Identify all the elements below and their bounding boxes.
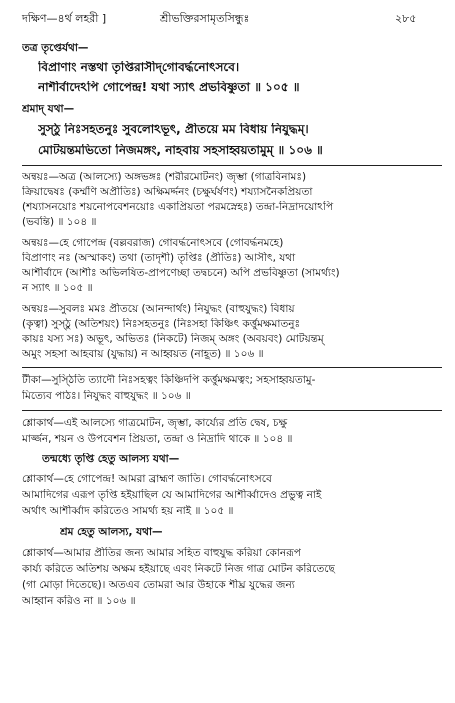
section-heading-shrama-bengali: শ্রম হেতু আলস্য, যথা— (60, 526, 163, 538)
divider (22, 410, 442, 411)
commentary-line: কায়ঃ যস্য সঃ) অভূৎ, অভিতঃ (নিকটে) নিজম্ অঙ্গং (অবয়বং) মোটয়ন্তম্ (22, 333, 324, 345)
verse-line: বিপ্রাণাং নস্তথা তৃপ্তিরাসীদ্‌গোবর্দ্ধনোৎসবে। (38, 61, 240, 74)
commentary-line: (শয্যাসনয়োঃ শয়নোপবেশনয়োঃ একাপ্রিয়তা পরমস্নেহঃ) তন্দ্রা-নিদ্রাদয়োঽপি (22, 201, 334, 213)
translation-line: অর্থাৎ আশীর্ব্বাদ করিতেও সামর্থ্য হয় নাই ॥ ১০৫ ॥ (22, 505, 234, 517)
commentary-line: অন্বয়ঃ—অত্র (আলস্যে) অঙ্গভঙ্গঃ (শরীরমোটনং) জৃম্ভা (গাত্রবিনামঃ) (22, 171, 307, 183)
verse-line: সুস্ঠু নিঃসহতনুঃ সুবলোঽভূৎ, প্রীতয়ে মম বিধায় নিযুদ্ধম্। (38, 123, 309, 136)
tika-line: টীকা—সুস্ঠিতি ত্যাদৌ নিঃসহত্বং কিঞ্চিদপি কর্ত্তুমক্ষমত্বং; সহসাহ্বয়তামু- (22, 374, 316, 386)
translation-line: শ্লোকার্থ—হে গোপেন্দ্র! আমরা ব্রাহ্মণ জাতি। গোবর্দ্ধনোৎসবে (22, 473, 272, 485)
commentary-line: ন স্যাৎ ॥ ১০৫ ॥ (22, 282, 93, 294)
verse-line: নাশীর্বাদেঽপি গোপেন্দ্র! যথা স্যাৎ প্রভবিষ্ণুতা ॥ ১০৫ ॥ (38, 81, 300, 94)
section-heading-trupti: তত্র তৃপ্তের্যথা— (22, 42, 89, 54)
divider (22, 165, 442, 166)
page-number: ২৮৫ (395, 12, 417, 25)
translation-line: শ্লোকার্থ—আমার প্রীতির জন্য আমার সহিত বাহুযুদ্ধ করিয়া কোনরূপ (22, 547, 301, 559)
translation-line: মার্জ্জন, শয়ন ও উপবেশন প্রিয়তা, তন্দ্রা ও নিদ্রাদি থাকে ॥ ১০৪ ॥ (22, 433, 293, 445)
running-header-title: শ্রীভক্তিরসামৃতসিন্ধুঃ (160, 12, 250, 25)
tika-line: মিত্যেব পাঠঃ। নিযুদ্ধং বাহুযুদ্ধং ॥ ১০৬ ॥ (22, 390, 191, 402)
verse-line: মোটয়ন্তমভিতো নিজমঙ্গং, নাহবায় সহসাহ্বয়তামুম্ ॥ ১০৬ ॥ (38, 144, 323, 157)
commentary-line: অন্বয়ঃ—সুবলঃ মমঃ প্রীতয়ে (আনন্দার্থং) নিযুদ্ধং (বাহুযুদ্ধং) বিধায় (22, 303, 295, 315)
section-heading-shrama: শ্রমাদ্ যথা— (22, 103, 75, 115)
section-heading-trupti-bengali: তন্মধ্যে তৃপ্তি হেতু আলস্য যথা— (42, 453, 180, 465)
translation-line: আমাদিগের এরূপ তৃপ্তি হইয়াছিল যে আমাদিগের আশীর্ব্বাদেও প্রভুত্ব নাই (22, 489, 322, 501)
commentary-line: অন্বয়ঃ—হে গোপেন্দ্র (বল্লবরাজ) গোবর্দ্ধনোৎসবে (গোবর্দ্ধনমহে) (22, 237, 284, 249)
commentary-line: বিপ্রাণাং নঃ (অস্মাকং) তথা (তাদৃশী) তৃপ্তিঃ (প্রীতিঃ) আসীৎ, যথা (22, 252, 296, 264)
translation-line: আহ্বান করিও না ॥ ১০৬ ॥ (22, 595, 136, 607)
commentary-line: (কৃত্বা) সুস্ঠু (অতিশয়ং) নিঃসহতনুঃ (নিঃসহা কিঞ্চিৎ কর্ত্তুমক্ষমাতনুঃ (22, 318, 301, 330)
commentary-line: (ভবন্তি) ॥ ১০৪ ॥ (22, 216, 97, 228)
commentary-line: আশীর্বাদে (আশীঃ অভিলষিত-প্রাপণেচ্ছা তদ্বচনে) অপি প্রভবিষ্ণুতা (সামর্থ্যং) (22, 267, 340, 279)
divider (22, 367, 442, 368)
translation-line: (গা মোড়া দিতেছে)। অতএব তোমরা আর উহাকে শীঘ্র যুদ্ধের জন্য (22, 579, 295, 591)
running-header-left: দক্ষিণ—৪র্থ লহরী ] (22, 12, 107, 25)
translation-line: কার্য্য করিতে অতিশয় অক্ষম হইয়াছে এবং নিকটে নিজ গাত্র মোটন করিতেছে (22, 563, 335, 575)
commentary-line: ক্রিয়াদ্বেষঃ (কর্ম্মণি অপ্রীতিঃ) অক্ষিমর্দ্দনং (চক্ষুর্ঘর্ষণং) শয্যাসনৈকপ্রিয়তা (22, 186, 313, 198)
commentary-line: অমুং সহসা আহবায় (যুদ্ধায়) ন আহ্বয়ত (নাহূত) ॥ ১০৬ ॥ (22, 348, 264, 360)
translation-line: শ্লোকার্থ—এই আলস্যে গাত্রমোটন, জৃম্ভা, কার্য্যের প্রতি দ্বেষ, চক্ষু (22, 417, 288, 429)
